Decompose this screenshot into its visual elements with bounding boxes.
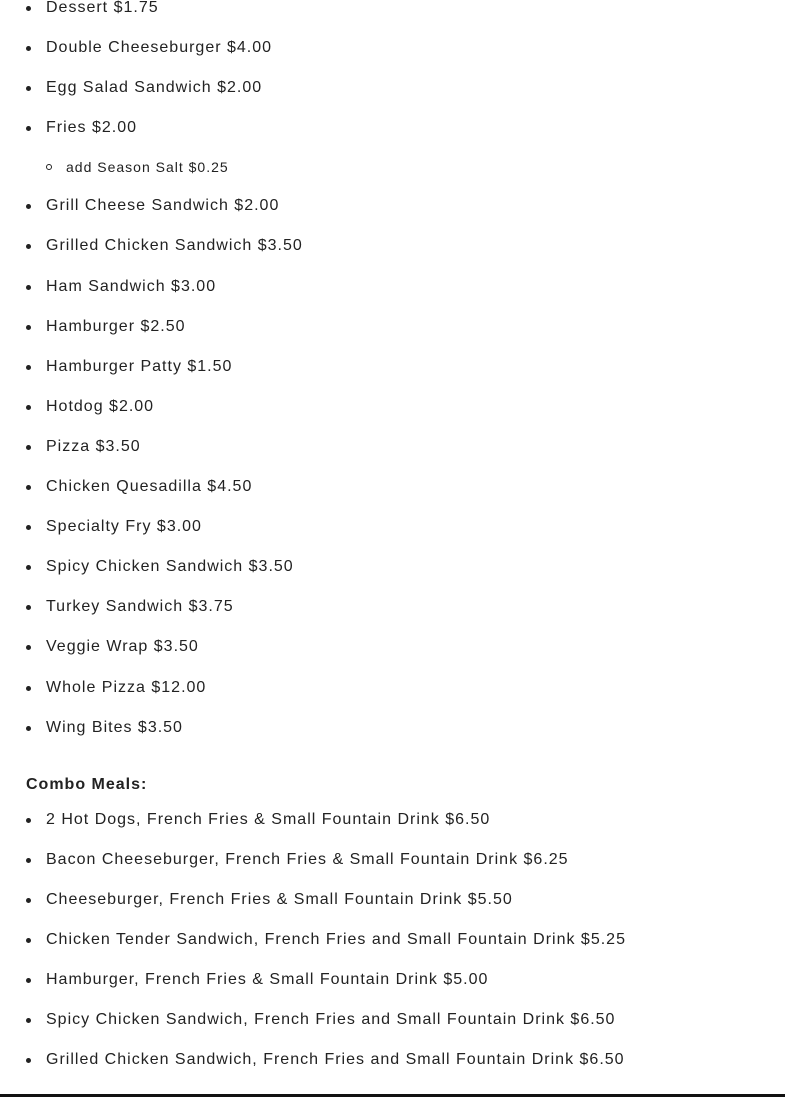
- bullet-icon: [26, 565, 31, 570]
- bullet-icon: [26, 6, 31, 11]
- item-label: Ham Sandwich $3.00: [46, 277, 217, 295]
- item-label: Spicy Chicken Sandwich $3.50: [46, 558, 294, 576]
- bullet-icon: [26, 978, 31, 983]
- list-item: [0, 267, 785, 307]
- bullet-icon: [26, 1058, 31, 1063]
- item-label: Specialty Fry $3.00: [46, 518, 202, 536]
- bullet-icon: [26, 645, 31, 650]
- sub-item-label: add Season Salt $0.25: [66, 159, 229, 176]
- item-label: Chicken Tender Sandwich, French Fries and Small Fountain Drink $5.25: [46, 930, 626, 948]
- item-label: Spicy Chicken Sandwich, French Fries and Small Fountain Drink $6.50: [46, 1011, 616, 1029]
- bullet-icon: [26, 244, 31, 249]
- item-label: Wing Bites $3.50: [46, 718, 183, 736]
- item-label: Cheeseburger, French Fries & Small Fountain Drink $5.50: [46, 890, 513, 908]
- combo-meals-heading: Combo Meals:: [26, 775, 148, 793]
- list-item: [0, 708, 785, 748]
- bullet-icon: [26, 605, 31, 610]
- bullet-icon: [26, 445, 31, 450]
- list-item: [0, 1000, 785, 1040]
- list-item: [0, 507, 785, 547]
- list-item: [0, 427, 785, 467]
- list-item: [0, 668, 785, 708]
- bullet-icon: [26, 818, 31, 823]
- item-label: Grilled Chicken Sandwich $3.50: [46, 237, 303, 255]
- list-item: [0, 28, 785, 68]
- list-item: [0, 627, 785, 667]
- list-item: [0, 587, 785, 627]
- list-item: [0, 226, 785, 266]
- combo-list: [0, 800, 785, 1081]
- bullet-icon: [26, 726, 31, 731]
- bullet-icon: [26, 1018, 31, 1023]
- bullet-icon: [26, 46, 31, 51]
- circle-bullet-icon: [46, 164, 52, 170]
- bullet-icon: [26, 365, 31, 370]
- bullet-icon: [26, 858, 31, 863]
- item-label: Pizza $3.50: [46, 437, 141, 455]
- list-item: [0, 1040, 785, 1080]
- item-label: Hamburger Patty $1.50: [46, 357, 233, 375]
- bullet-icon: [26, 485, 31, 490]
- list-item: [0, 920, 785, 960]
- item-label: Whole Pizza $12.00: [46, 678, 207, 696]
- bullet-icon: [26, 686, 31, 691]
- item-label: Dessert $1.75: [46, 0, 159, 16]
- bullet-icon: [26, 126, 31, 131]
- bullet-icon: [26, 86, 31, 91]
- list-item: [0, 108, 785, 148]
- bullet-icon: [26, 405, 31, 410]
- list-item: [0, 347, 785, 387]
- item-label: Chicken Quesadilla $4.50: [46, 478, 253, 496]
- bullet-icon: [26, 325, 31, 330]
- item-label: Veggie Wrap $3.50: [46, 638, 199, 656]
- item-label: Turkey Sandwich $3.75: [46, 598, 234, 616]
- bullet-icon: [26, 525, 31, 530]
- list-item: [0, 387, 785, 427]
- item-label: Double Cheeseburger $4.00: [46, 39, 273, 57]
- list-item: [0, 547, 785, 587]
- bullet-icon: [26, 285, 31, 290]
- item-label: Hotdog $2.00: [46, 397, 155, 415]
- item-label: Grill Cheese Sandwich $2.00: [46, 197, 280, 215]
- list-item: [0, 840, 785, 880]
- bullet-icon: [26, 204, 31, 209]
- bullet-icon: [26, 898, 31, 903]
- list-item: [0, 307, 785, 347]
- list-item: [0, 68, 785, 108]
- bullet-icon: [26, 938, 31, 943]
- list-item: [0, 960, 785, 1000]
- list-item: [0, 0, 785, 28]
- list-item: [0, 467, 785, 507]
- item-label: Grilled Chicken Sandwich, French Fries and Small Fountain Drink $6.50: [46, 1051, 625, 1069]
- list-item: [0, 800, 785, 840]
- item-label: 2 Hot Dogs, French Fries & Small Fountain Drink $6.50: [46, 810, 491, 828]
- list-item: [0, 186, 785, 226]
- item-label: Fries $2.00: [46, 119, 138, 137]
- list-item: [0, 880, 785, 920]
- item-label: Hamburger $2.50: [46, 317, 186, 335]
- item-label: Egg Salad Sandwich $2.00: [46, 79, 263, 97]
- sub-list-item: [0, 148, 785, 186]
- item-label: Bacon Cheeseburger, French Fries & Small Fountain Drink $6.25: [46, 850, 569, 868]
- item-label: Hamburger, French Fries & Small Fountain Drink $5.00: [46, 971, 489, 989]
